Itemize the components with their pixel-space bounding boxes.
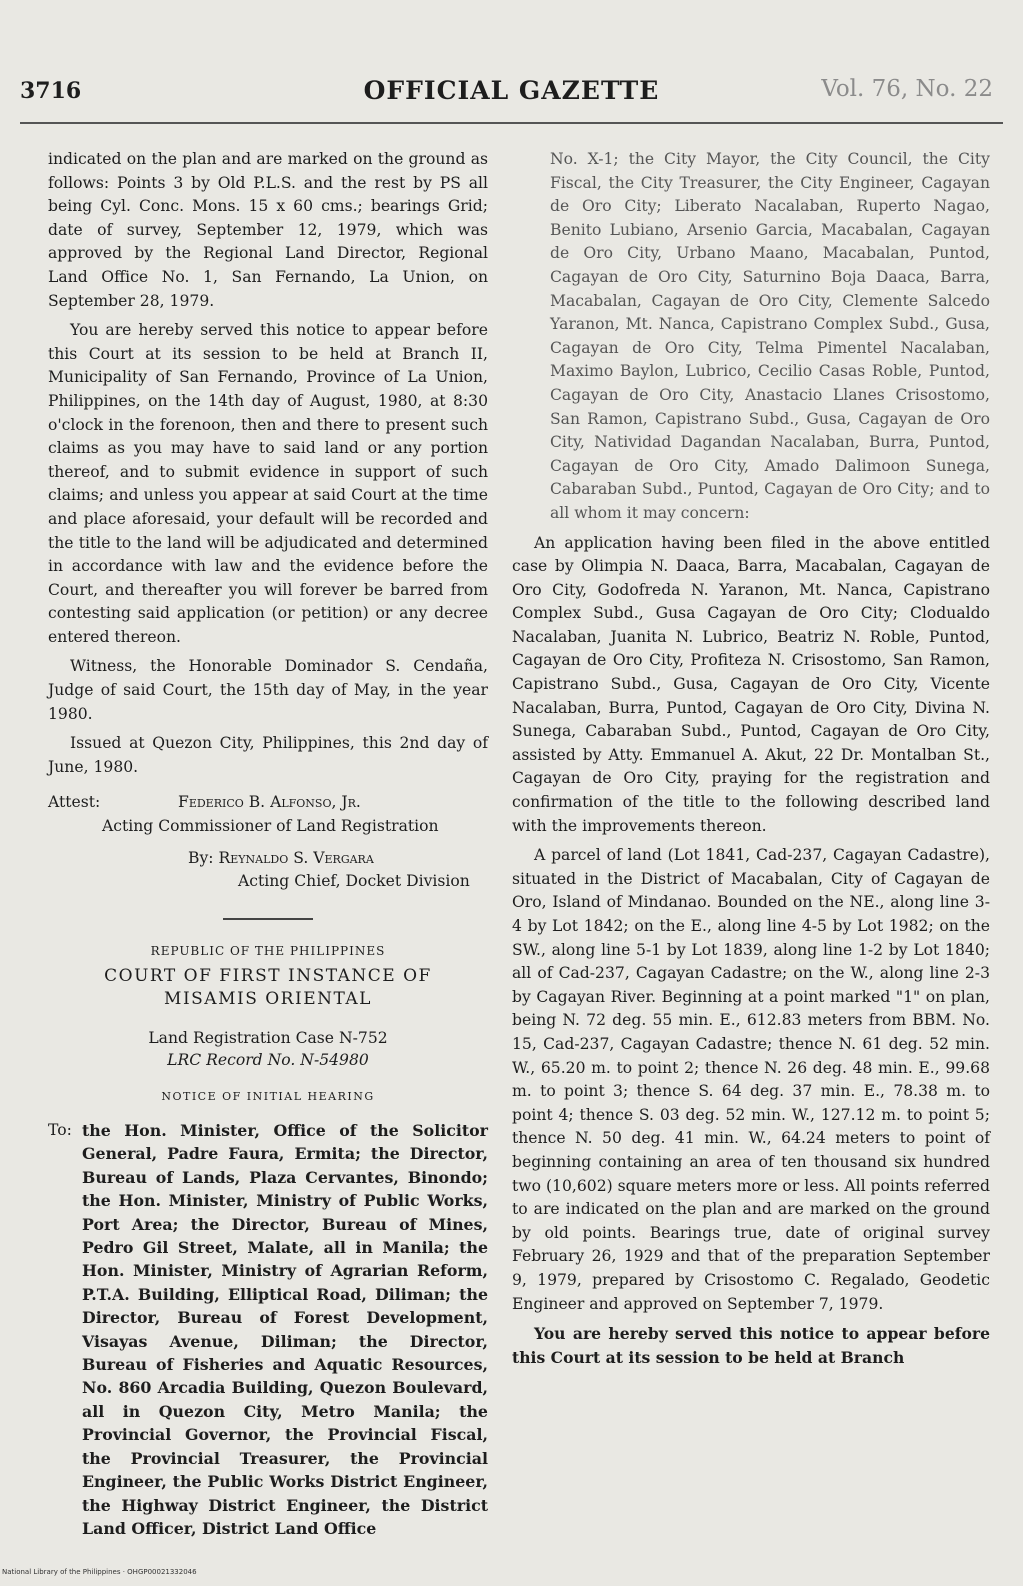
republic-heading: REPUBLIC OF THE PHILIPPINES xyxy=(150,943,386,958)
attest-name: Federico B. Alfonso, Jr. xyxy=(178,793,361,812)
notice-title: NOTICE OF INITIAL HEARING xyxy=(161,1090,375,1104)
paragraph: Witness, the Honorable Dominador S. Cendaña, Judge of said Court, the 15th day of May, in the year 1980. xyxy=(48,657,488,723)
publication-title: OFFICIAL GAZETTE xyxy=(363,76,660,105)
addressees-block xyxy=(48,1119,488,1540)
paragraph: Issued at Quezon City, Philippines, this 2nd day of June, 1980. xyxy=(48,734,488,776)
paragraph: indicated on the plan and are marked on the ground as follows: Points 3 by Old P.L.S. and the rest by PS all being Cyl. Conc. Mons. 15 x 60 cms.; bearings Grid; date of survey, September 12, 1979, which was approved by the Regional Land Director, Regional Land Office No. 1, San Fernando, La Union, on September 28, 1979. xyxy=(48,150,488,310)
court-heading-line1: COURT OF FIRST INSTANCE OF xyxy=(104,966,432,987)
case-number: Land Registration Case N-752 xyxy=(148,1029,388,1048)
to-label: To: xyxy=(48,1121,72,1139)
header-rule xyxy=(20,122,1003,124)
addressees-text: the Hon. Minister, Office of the Solicitor General, Padre Faura, Ermita; the Director, Bureau of Lands, Plaza Cervantes, Binondo; the Hon. Minister, Ministry of Public Works, Port Area; the Director, Bureau of Mines, Pedro Gil Street, Malate, all in Manila; the Hon. Minister, Ministry of Agrarian Reform, P.T.A. Building, Elliptical Road, Diliman; the Director, Bureau of Forest Development, Visayas Avenue, Diliman; the Director, Bureau of Fisheries and Aquatic Resources, No. 860 Arcadia Building, Quezon Boulevard, all in Quezon City, Metro Manila; the Provincial Governor, the Provincial Fiscal, the Provincial Treasurer, the Provincial Engineer, the Public Works District Engineer, the Highway District Engineer, the District Land Officer, District Land Office xyxy=(82,1121,488,1538)
page-number: 3716 xyxy=(20,78,82,104)
attest-title: Acting Commissioner of Land Registration xyxy=(102,817,439,836)
record-number: LRC Record No. N-54980 xyxy=(167,1051,369,1070)
scan-footer: National Library of the Philippines · OHGP00021332046 xyxy=(2,1568,197,1576)
court-heading-line2: MISAMIS ORIENTAL xyxy=(164,989,372,1010)
attest-label: Attest: xyxy=(48,793,101,812)
by-label: By: xyxy=(188,848,214,867)
left-column xyxy=(48,148,488,1540)
paragraph: A parcel of land (Lot 1841, Cad-237, Cagayan Cadastre), situated in the District of Macabalan, City of Cagayan de Oro, Island of Mindanao. Bounded on the NE., along line 3-4 by Lot 1842; on the E., along line 4-5 by Lot 1982; on the SW., along line 5-1 by Lot 1839, along line 1-2 by Lot 1840; all of Cad-237, Cagayan Cadastre; on the W., along line 2-3 by Cagayan River. Beginning at a point marked "1" on plan, being N. 72 deg. 55 min. E., 612.83 meters from BBM. No. 15, Cad-237, Cagayan Cadastre; thence N. 61 deg. 52 min. W., 65.20 m. to point 2; thence N. 26 deg. 48 min. E., 99.68 m. to point 3; thence S. 64 deg. 37 min. E., 78.38 m. to point 4; thence S. 03 deg. 52 min. W., 127.12 m. to point 5; thence N. 50 deg. 41 min. W., 64.24 meters to point of beginning containing an area of ten thousand six hundred two (10,602) square meters more or less. All points referred to are indicated on the plan and are marked on the ground by old points. Bearings true, date of original survey February 26, 1929 and that of the preparation September 9, 1979, prepared by Crisostomo C. Regalado, Geodetic Engineer and approved on September 7, 1979. xyxy=(512,846,990,1313)
paragraph: You are hereby served this notice to appear before this Court at its session to be held at Branch II, Municipality of San Fernando, Province of La Union, Philippines, on the 14th day of August, 1980, at 8:30 o'clock in the forenoon, then and there to present such claims as you may have to said land or any portion thereof, and to submit evidence in support of such claims; and unless you appear at said Court at the time and place aforesaid, your default will be recorded and the title to the land will be adjudicated and determined in accordance with law and the evidence before the Court, and thereafter you will forever be barred from contesting said application (or petition) or any decree entered thereon. xyxy=(48,321,488,646)
section-divider xyxy=(223,918,313,920)
by-name: Reynaldo S. Vergara xyxy=(218,848,374,867)
paragraph: An application having been filed in the above entitled case by Olimpia N. Daaca, Barra, Macabalan, Cagayan de Oro City, Godofreda N. Yaranon, Mt. Nanca, Capistrano Complex Subd., Gusa Cagayan de Oro City; Clodualdo Nacalaban, Juanita N. Lubrico, Beatriz N. Roble, Puntod, Cagayan de Oro City, Profiteza N. Crisostomo, San Ramon, Capistrano Subd., Gusa, Cagayan de Oro City, Vicente Nacalaban, Burra, Puntod, Cagayan de Oro City, Divina N. Sunega, Cabaraban Subd., Puntod, Cagayan de Oro City, assisted by Atty. Emmanuel A. Akut, 22 Dr. Montalban St., Cagayan de Oro City, praying for the registration and confirmation of the title to the following described land with the improvements thereon. xyxy=(512,533,990,835)
paragraph: No. X-1; the City Mayor, the City Council, the City Fiscal, the City Treasurer, the City Engineer, Cagayan de Oro City; Liberato Nacalaban, Ruperto Nagao, Benito Lubiano, Arsenio Garcia, Macabalan, Cagayan de Oro City, Urbano Maano, Macabalan, Puntod, Cagayan de Oro City, Saturnino Boja Daaca, Barra, Macabalan, Cagayan de Oro City, Clemente Salcedo Yaranon, Mt. Nanca, Capistrano Complex Subd., Gusa, Cagayan de Oro City, Telma Pimentel Nacalaban, Maximo Baylon, Lubrico, Cecilio Casas Roble, Puntod, Cagayan de Oro City, Anastacio Llanes Crisostomo, San Ramon, Capistrano Subd., Gusa, Cagayan de Oro City, Natividad Dagandan Nacalaban, Burra, Puntod, Cagayan de Oro City, Amado Dalimoon Sunega, Cabaraban Subd., Puntod, Cagayan de Oro City; and to all whom it may concern: xyxy=(550,150,990,522)
volume-number: Vol. 76, No. 22 xyxy=(821,76,993,102)
right-column xyxy=(512,148,990,1375)
by-title: Acting Chief, Docket Division xyxy=(238,872,470,891)
attest-block xyxy=(48,791,488,893)
page-header xyxy=(20,78,1003,118)
paragraph: You are hereby served this notice to appear before this Court at its session to be held at Branch xyxy=(512,1324,990,1367)
